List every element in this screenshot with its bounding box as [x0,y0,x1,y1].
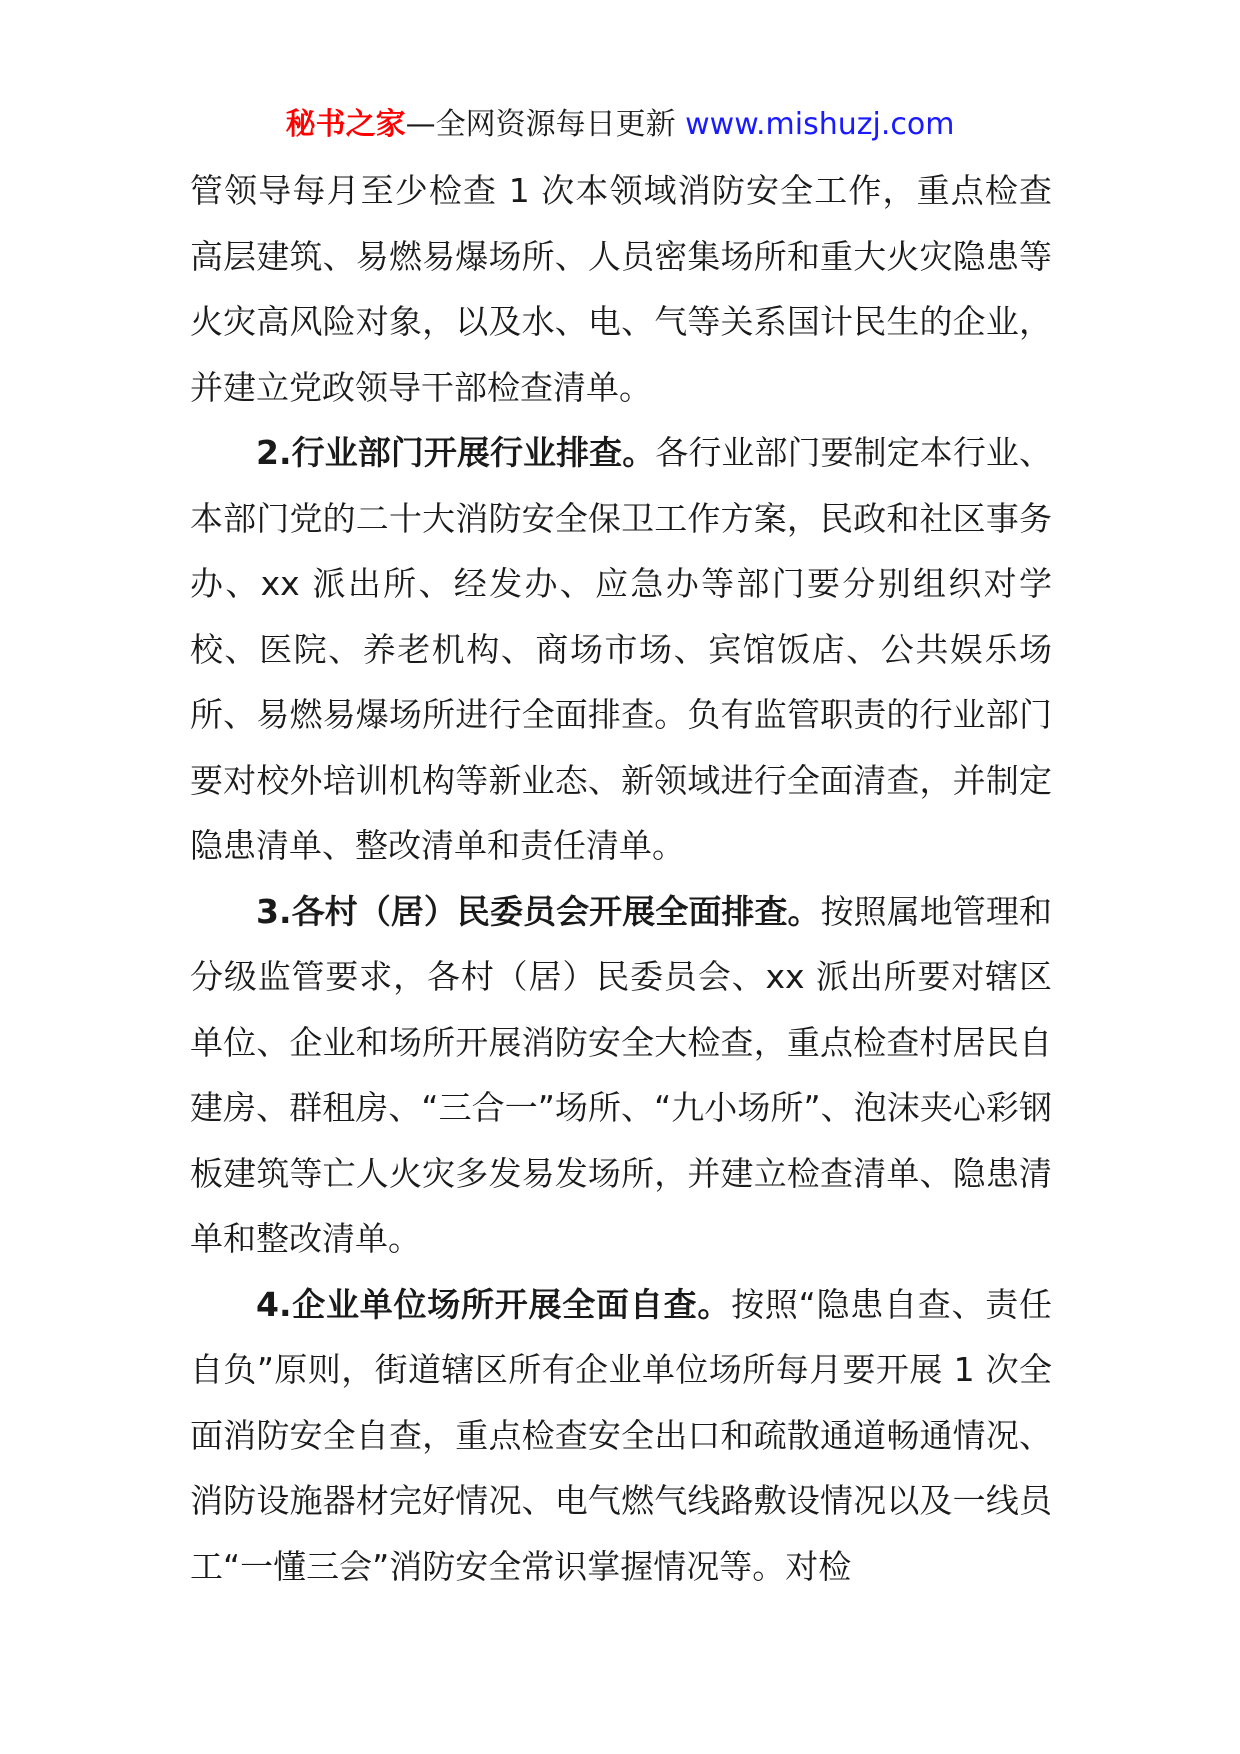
paragraph-heading: 4.企业单位场所开展全面自查。 [256,1284,732,1324]
paragraph-2 [190,420,1052,879]
header-tagline: —全网资源每日更新 [405,107,686,142]
paragraph-heading: 3.各村（居）民委员会开展全面排查。 [256,891,821,931]
paragraph-1 [190,158,1052,420]
paragraph-text: 按照“隐患自查、责任自负”原则，街道辖区所有企业单位场所每月要开展 1 次全面消防安全自查，重点检查安全出口和疏散通道畅通情况、消防设施器材完好情况、电气燃气线路敷设情况以及一线员工“一懂三会”消防安全常识掌握情况等。对检 [190,1284,1052,1586]
paragraph-text: 管领导每月至少检查 1 次本领域消防安全工作，重点检查高层建筑、易燃易爆场所、人员密集场所和重大火灾隐患等火灾高风险对象，以及水、电、气等关系国计民生的企业，并建立党政领导干部检查清单。 [190,171,1052,407]
paragraph-4 [190,1272,1052,1600]
paragraph-text: 各行业部门要制定本行业、本部门党的二十大消防安全保卫工作方案，民政和社区事务办、xx 派出所、经发办、应急办等部门要分别组织对学校、医院、养老机构、商场市场、宾馆饭店、公共娱乐场所、易燃易爆场所进行全面排查。负有监管职责的行业部门要对校外培训机构等新业态、新领域进行全面清查，并制定隐患清单、整改清单和责任清单。 [190,433,1052,865]
paragraph-heading: 2.行业部门开展行业排查。 [256,433,656,472]
header-url-link[interactable]: www.mishuzj.com [685,107,955,142]
document-body [190,158,1052,1599]
page-header [0,100,1240,150]
header-brand: 秘书之家 [285,107,406,142]
paragraph-3 [190,879,1052,1272]
paragraph-text: 按照属地管理和分级监管要求，各村（居）民委员会、xx 派出所要对辖区单位、企业和场所开展消防安全大检查，重点检查村居民自建房、群租房、“三合一”场所、“九小场所”、泡沫夹心彩钢板建筑等亡人火灾多发易发场所，并建立检查清单、隐患清单和整改清单。 [190,891,1053,1258]
